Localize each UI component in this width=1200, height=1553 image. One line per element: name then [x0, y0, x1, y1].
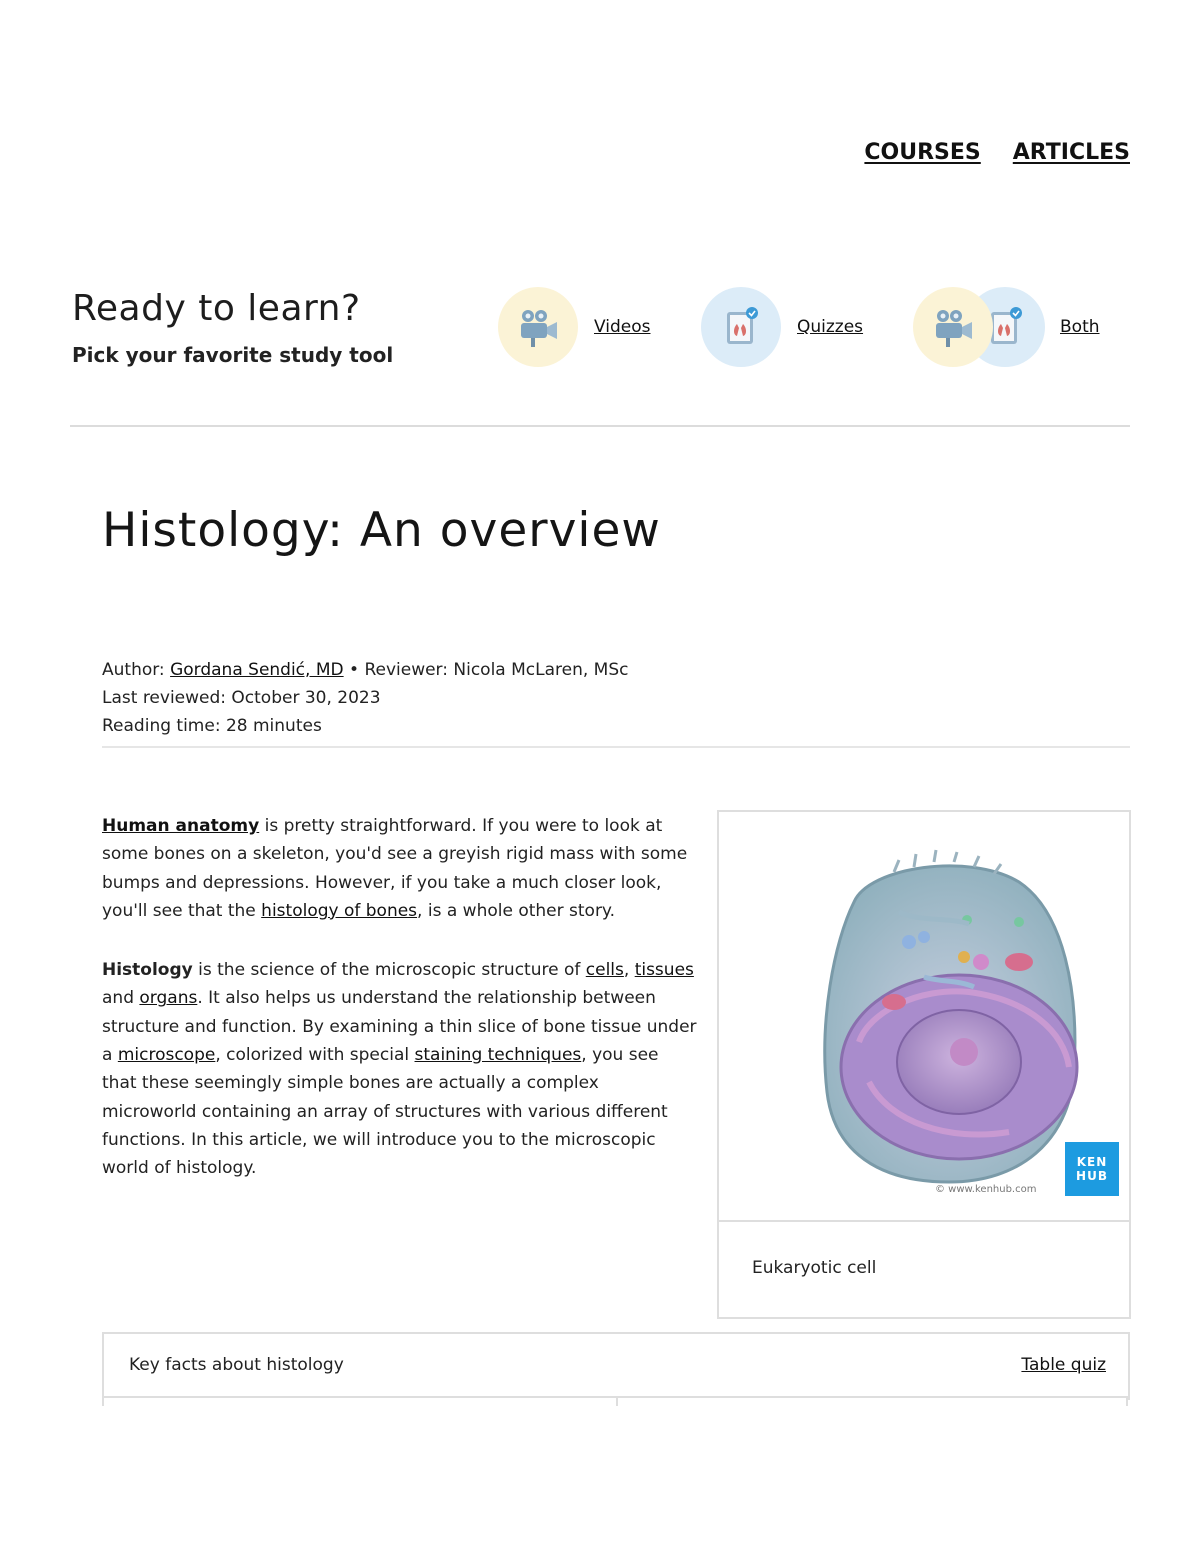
text: is pretty straightforward. If you were to look at some bones on a skeleton, you'd see a greyish rigid mass with some bumps and depressions. However, if you take a much closer look, you'll see that the — [102, 816, 688, 921]
quiz-tablet-icon[interactable] — [701, 287, 781, 367]
tissues-link[interactable]: tissues — [634, 960, 694, 981]
paragraph-intro — [102, 812, 697, 925]
text: is the science of the microscopic structure of — [192, 960, 586, 981]
author-link[interactable]: Gordana Sendić, MD — [170, 660, 344, 680]
text: , you see that these seemingly simple bones are actually a complex microworld containing an array of structures with various different functions. In this article, we will introduce you to the microscopic world of histology. — [102, 1045, 668, 1179]
article-meta — [102, 656, 628, 740]
table-quiz-link[interactable]: Table quiz — [1021, 1355, 1106, 1375]
paragraph-definition — [102, 956, 697, 1182]
both-icons[interactable] — [913, 287, 1043, 367]
nav-articles-link[interactable]: ARTICLES — [1012, 140, 1130, 165]
key-facts-column-divider — [616, 1396, 618, 1406]
both-link[interactable]: Both — [1060, 317, 1100, 337]
top-nav — [864, 140, 1130, 165]
kenhub-logo — [1065, 1142, 1119, 1196]
quizzes-link[interactable]: Quizzes — [797, 317, 864, 337]
author-label: Author: — [102, 660, 165, 680]
histology-of-bones-link[interactable]: histology of bones — [261, 900, 418, 921]
microscope-link[interactable]: microscope — [117, 1045, 216, 1066]
cells-link[interactable]: cells — [585, 960, 624, 981]
both-tool[interactable] — [913, 287, 1100, 367]
reading-time: Reading time: 28 minutes — [102, 716, 322, 736]
key-facts-left-border — [102, 1396, 104, 1406]
reviewer-text: • Reviewer: Nicola McLaren, MSc — [343, 660, 629, 680]
page-title: Histology: An overview — [102, 503, 661, 558]
nav-courses-link[interactable]: COURSES — [864, 140, 981, 165]
text: and — [102, 988, 140, 1009]
key-facts-right-border — [1126, 1396, 1128, 1406]
videos-link[interactable]: Videos — [594, 317, 651, 337]
promo-subheading: Pick your favorite study tool — [72, 343, 394, 367]
video-camera-icon[interactable] — [498, 287, 578, 367]
key-facts-label: Key facts about histology — [129, 1355, 344, 1375]
videos-tool[interactable] — [498, 287, 651, 367]
section-divider — [70, 425, 1130, 427]
video-camera-icon — [913, 287, 993, 367]
logo-text: KEN — [1076, 1155, 1108, 1169]
text: , — [623, 960, 635, 981]
logo-text: HUB — [1076, 1169, 1108, 1183]
key-facts-table-header — [102, 1332, 1130, 1400]
figure-eukaryotic-cell[interactable] — [717, 810, 1131, 1319]
copyright-text: © www.kenhub.com — [935, 1184, 1037, 1195]
text: , is a whole other story. — [417, 900, 615, 921]
last-reviewed: Last reviewed: October 30, 2023 — [102, 688, 381, 708]
author-line — [102, 656, 628, 684]
quizzes-tool[interactable] — [701, 287, 863, 367]
text: , colorized with special — [215, 1045, 415, 1066]
organs-link[interactable]: organs — [139, 988, 198, 1009]
article-body — [102, 812, 697, 1214]
histology-term: Histology — [102, 960, 193, 981]
promo-heading: Ready to learn? — [72, 288, 361, 329]
meta-divider — [102, 746, 1130, 748]
text: . It also helps us understand the relationship between structure and function. By examining a thin slice of bone tissue under a — [102, 988, 697, 1066]
human-anatomy-link[interactable]: Human anatomy — [102, 816, 260, 836]
eukaryotic-cell-illustration[interactable] — [719, 812, 1129, 1222]
study-tool-promo — [72, 288, 393, 367]
figure-caption: Eukaryotic cell — [752, 1258, 877, 1278]
staining-techniques-link[interactable]: staining techniques — [414, 1045, 582, 1066]
